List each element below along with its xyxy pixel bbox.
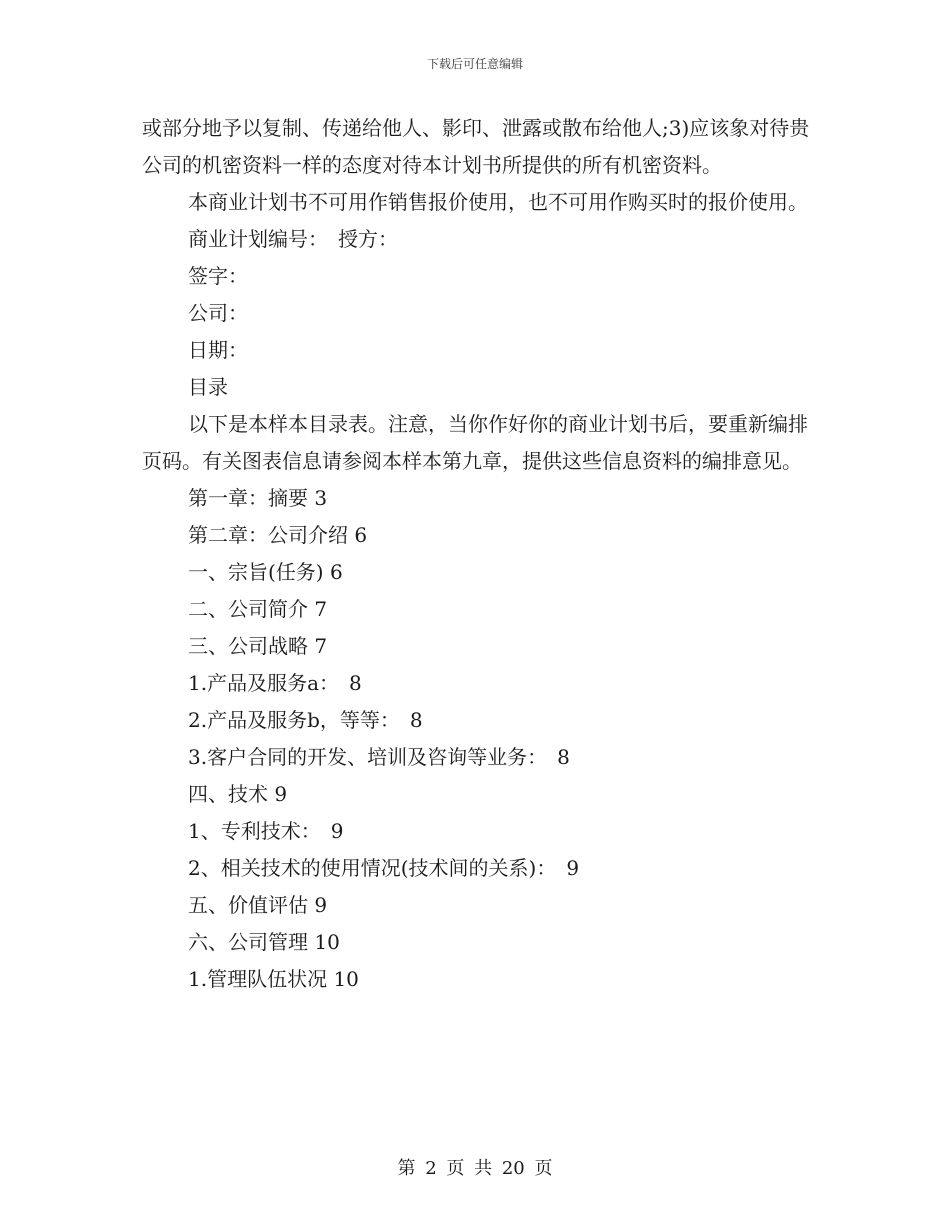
toc-note: 以下是本样本目录表。注意，当你作好你的商业计划书后，要重新编排页码。有关图表信息请参阅本样本第九章，提供这些信息资料的编排意见。 [142,412,808,473]
toc-entry: 二、公司简介 7 [188,597,328,621]
toc-entry: 1.管理队伍状况 10 [188,967,359,991]
page-header: 下载后可任意编辑 [426,57,523,71]
toc-entry: 五、价值评估 9 [188,893,328,917]
toc-entry: 六、公司管理 10 [188,930,340,954]
toc-entry: 1、专利技术： 9 [188,819,344,843]
date-line: 日期： [188,338,248,362]
company-line: 公司： [188,301,248,325]
toc-title: 目录 [188,375,228,399]
toc-entry: 3.客户合同的开发、培训及咨询等业务： 8 [188,745,570,769]
signature-line: 签字： [188,264,248,288]
toc-entry: 2.产品及服务b，等等： 8 [188,708,423,732]
toc-entry: 四、技术 9 [188,782,288,806]
toc-entry: 一、宗旨(任务) 6 [188,560,343,584]
toc-entry: 三、公司战略 7 [188,634,328,658]
toc-entry: 第一章：摘要 3 [188,486,328,510]
toc-entry: 2、相关技术的使用情况(技术间的关系)： 9 [188,856,580,880]
paragraph-confidentiality: 或部分地予以复制、传递给他人、影印、泄露或散布给他人;3)应该象对待贵公司的机密资料一样的态度对待本计划书所提供的所有机密资料。 [142,116,810,177]
paragraph-usage-note: 本商业计划书不可用作销售报价使用，也不可用作购买时的报价使用。 [188,190,808,214]
toc-entry: 1.产品及服务a： 8 [188,671,362,695]
toc-entry: 第二章：公司介绍 6 [188,523,368,547]
document-body [142,110,812,998]
page-number-footer: 第 2 页 共 20 页 [397,1158,553,1179]
plan-number-line: 商业计划编号： 授方： [188,227,398,251]
